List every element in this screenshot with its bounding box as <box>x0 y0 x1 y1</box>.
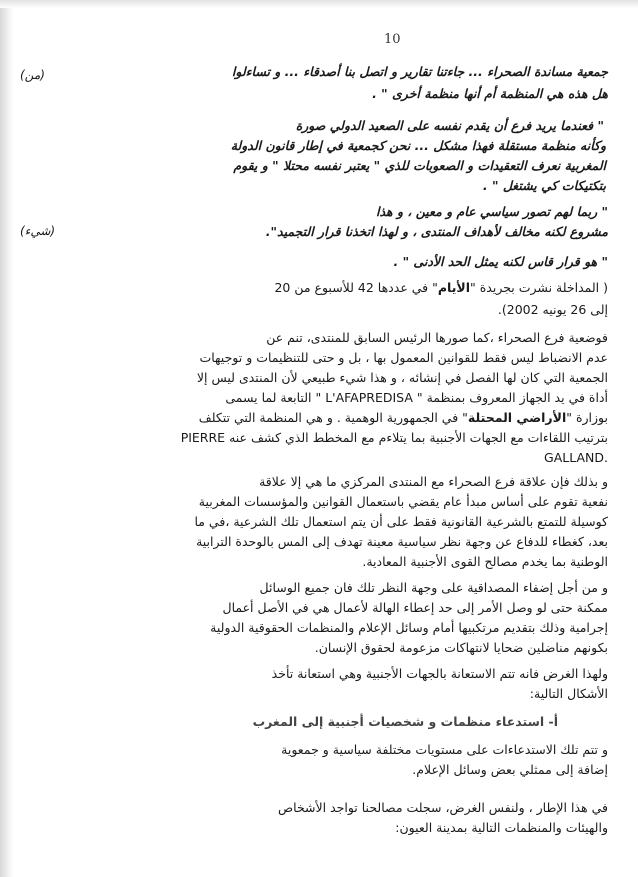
paragraph2-line: " فعندما يريد فرع أن يقدم نفسه على الصعيد الدولي صورة <box>295 118 604 133</box>
paragraph5-line: الجمعية التي كان لها الفصل في إنشائه ، و هذا شيء طبيعي لأن المنتدى ليس إلا <box>196 370 608 385</box>
paragraph10-line: في هذا الإطار ، ولنفس الغرض، سجلت مصالحنا تواجد الأشخاص <box>278 800 608 815</box>
paragraph5-line: GALLAND. <box>544 450 608 465</box>
scan-shadow-top <box>0 0 638 8</box>
paragraph10-line: والهيئات والمنظمات التالية بمدينة العيون: <box>395 820 608 835</box>
paragraph-lead-marker: (من) <box>20 68 45 82</box>
paragraph2-line: بتكتيكات كي يشتغل " . <box>482 178 606 193</box>
paragraph1-line: هل هذه هي المنظمة أم أنها منظمة أخرى " . <box>372 86 608 101</box>
paragraph5-line: عدم الانضباط ليس فقط للقوانين المعمول بها ، بل و حتى للتنظيمات و توجيهات <box>199 350 608 365</box>
paragraph7-line: إجرامية وذلك بتقديم مرتكبيها أمام وسائل الإعلام والمنظمات الحقوقية الدولية <box>210 620 608 635</box>
paragraph2-line: المغربية نعرف التعقيدات و الصعوبات للذي " يعتبر نفسه محتلا " و يقوم <box>233 158 606 173</box>
paragraph5-line: بترتيب اللقاءات مع الجهات الأجنبية بما يتلاءم مع المخطط الذي كشف عنه PIERRE <box>180 430 608 445</box>
paragraph6-line: و بذلك فإن علاقة فرع الصحراء مع المنتدى المركزي ما هي إلا علاقة <box>259 474 608 489</box>
paragraph3-line: مشروع لكنه مخالف لأهداف المنتدى ، و لهذا اتخذنا قرار التجميد". <box>265 224 608 239</box>
paragraph7-line: ممكنة حتى لو وصل الأمر إلى حد إعطاء الهالة لأعمال هي في الأصل أعمال <box>222 600 608 615</box>
source-note-pre: ( المداخلة نشرت بجريدة " <box>470 280 608 295</box>
paragraph1-line: جمعية مساندة الصحراء ... جاءتنا تقارير و اتصل بنا أصدقاء ... و تساءلوا <box>231 64 608 79</box>
paragraph5-line: فوضعية فرع الصحراء ،كما صورها الرئيس السابق للمنتدى، تنم عن <box>266 330 608 345</box>
paragraph7-line: و من أجل إضفاء المصداقية على وجهة النظر تلك فان جميع الوسائل <box>259 580 608 595</box>
source-note-line: إلى 26 يونيه 2002). <box>497 302 608 317</box>
paragraph6-line: الوطنية بما يخدم مصالح القوى الأجنبية المعادية. <box>362 554 608 569</box>
newspaper-name: الأيام <box>437 280 471 295</box>
source-note-post: " في عددها 42 للأسبوع من 20 <box>274 280 438 295</box>
paragraph6-line: كوسيلة للتمتع بالشرعية القانونية فقط على أن يتم استعمال تلك الشرعية ،في ما <box>194 514 608 529</box>
occupied-territories-term: الأراضي المحتلة <box>467 410 567 425</box>
paragraph9-line: و تتم تلك الاستدعاءات على مستويات مختلفة سياسية و جمعوية <box>281 742 608 757</box>
paragraph5-text: " في الجمهورية الوهمية . و هي المنظمة التي تتكلف <box>198 410 468 425</box>
scan-shadow-left <box>0 0 14 877</box>
paragraph5-text: بوزارة " <box>566 410 608 425</box>
paragraph5-line <box>199 410 608 426</box>
page-number: 10 <box>384 32 401 47</box>
paragraph9-line: إضافة إلى ممثلي بعض وسائل الإعلام. <box>412 762 608 777</box>
paragraph-lead-marker: (شيء) <box>20 224 56 238</box>
paragraph6-line: بعد، كغطاء للدفاع عن وجهة نظر سياسية معينة تهدف إلى المس بالوحدة الترابية <box>196 534 608 549</box>
paragraph7-line: بكونهم مناضلين ضحايا لانتهاكات مزعومة لحقوق الإنسان. <box>314 640 608 655</box>
paragraph5-line: أداة في يد الجهاز المعروف بمنظمة " L'AFAPREDISA " التابعة لما يسمى <box>225 390 608 405</box>
source-note-line <box>274 280 608 296</box>
paragraph4-line: " هو قرار قاس لكنه يمثل الحد الأدنى " . <box>393 254 608 269</box>
paragraph6-line: نفعية تقوم على أساس مبدأ عام يقضي باستعمال القوانين والمؤسسات المغربية <box>198 494 608 509</box>
paragraph8-line: ولهذا الغرض فانه تتم الاستعانة بالجهات الأجنبية وهي استعانة تأخذ <box>271 666 608 681</box>
paragraph8-line: الأشكال التالية: <box>529 686 608 701</box>
section-heading: أ- استدعاء منظمات و شخصيات أجنبية إلى المغرب <box>252 714 558 729</box>
paragraph3-line: " ربما لهم تصور سياسي عام و معين ، و هذا <box>376 204 608 219</box>
paragraph2-line: وكأنه منظمة مستقلة فهذا مشكل ... نحن كجمعية في إطار قانون الدولة <box>230 138 606 153</box>
